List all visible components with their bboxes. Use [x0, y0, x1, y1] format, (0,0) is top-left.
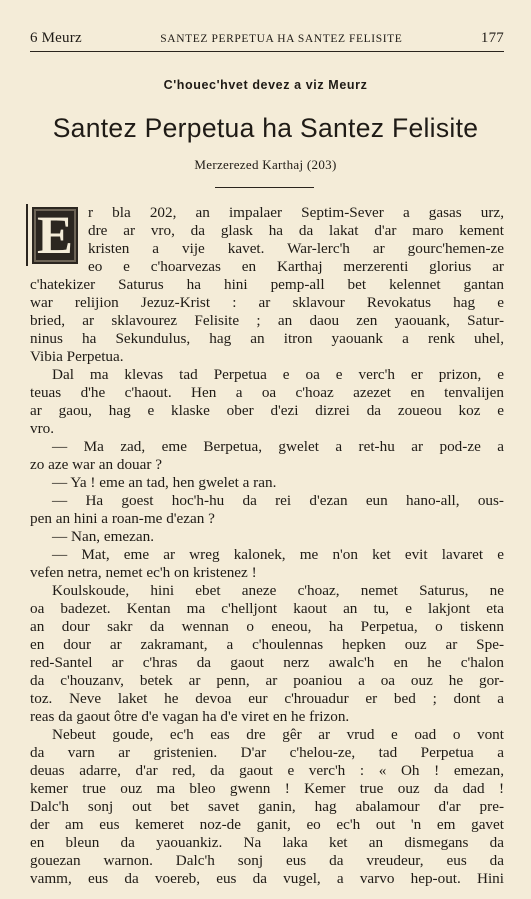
- body-line: en bleun da yaouankiz. Na laka ket an dismegans da: [30, 834, 504, 851]
- body-line: war relijion Jezuz-Krist : ar sklavour Revokatus hag e: [30, 294, 504, 311]
- body-line: vro.: [30, 420, 55, 437]
- body-line: da varn ar gristenien. D'ar c'helou-ze, tad Perpetua a: [30, 744, 504, 761]
- body-line: — Nan, emezan.: [52, 528, 155, 545]
- chapter-title: Santez Perpetua ha Santez Felisite: [52, 113, 479, 143]
- body-line: ninus ha Sekundulus, hag an itron yaouank a renk uhel,: [30, 330, 504, 347]
- body-line: gouezan warnon. Dalc'h sonj eus da vreudeur, eus da: [30, 852, 504, 869]
- dropcap-line-3: kristen a vije kavet. War-lerc'h ar gourc'hemen-ze: [88, 240, 504, 257]
- drop-cap: E: [32, 207, 78, 264]
- dropcap-line-1: r bla 202, an impalaer Septim-Sever a gasas urz,: [88, 204, 504, 221]
- chapter-kicker: C'houec'hvet devez a viz Meurz: [163, 78, 368, 92]
- body-line: red-Santel ar c'hras da gaout nerz awalc'h en he c'halon: [30, 654, 504, 671]
- header-rule: [30, 51, 504, 52]
- body-line: vamm, eus da voereb, eus da vugel, a varvo hep-out. Hini: [30, 870, 504, 887]
- body-line: ar gaou, hag e klaske ober d'ezi dizrei da zoueou koz e: [30, 402, 504, 419]
- body-line: kemer true ouz ma bleo gwenn ! Kemer true ouz da dad !: [30, 780, 504, 797]
- body-line: vefen netra, nemet ec'h on kristenez !: [30, 564, 257, 581]
- body-line: pen an hini a roan-me d'ezan ?: [30, 510, 215, 527]
- body-line: oa badezet. Kentan ma c'helljont kaout an tu, e lakjont eta: [30, 600, 504, 617]
- page-number: 177: [480, 30, 504, 46]
- body-line: da c'houzanv, betek ar penn, ar poaniou a oa ouz he gor-: [30, 672, 504, 689]
- body-line: zo aze war an douar ?: [30, 456, 162, 473]
- body-line: Nebeut goude, ec'h eas dre gêr ar vrud e oad o vont: [52, 726, 504, 743]
- body-line: der am eus kemeret noz-de ganit, eo ec'h out 'n em gavet: [30, 816, 504, 833]
- body-line: Vibia Perpetua.: [30, 348, 124, 365]
- body-line: — Ma zad, eme Berpetua, gwelet a ret-hu ar pod-ze a: [52, 438, 504, 455]
- body-line: — Ha goest hoc'h-hu da rei d'ezan eun hano-all, ous-: [52, 492, 504, 509]
- body-line: Dal ma klevas tad Perpetua e oa e verc'h er prizon, e: [52, 366, 504, 383]
- dropcap-line-4: eo e c'hoarvezas en Karthaj merzerenti glorius ar: [88, 258, 504, 275]
- body-line: bried, ar sklavourez Felisite ; an daou zen yaouank, Satur-: [30, 312, 504, 329]
- running-head: [30, 30, 504, 47]
- body-line: an dour sakr da wennan o eneou, ha Perpetua, o tiskenn: [30, 618, 504, 635]
- body-line: deuas adarre, d'ar red, da gaout e verc'h : « Oh ! emezan,: [30, 762, 504, 779]
- body-line: teuas d'he c'haout. Hen a oa c'hoaz azezet en tenvalijen: [30, 384, 504, 401]
- dropcap-line-2: dre ar vro, da glask ha da lakat d'ar maro kement: [88, 222, 504, 239]
- body-line: Dalc'h sonj out bet savet ganin, hag abalamour d'ar pre-: [30, 798, 504, 815]
- body-line: — Mat, eme ar wreg kalonek, me n'on ket evit lavaret e: [52, 546, 504, 563]
- body-line: c'hatekizer Saturus ha hini pemp-all bet kelennet gantan: [30, 276, 504, 293]
- body-line: reas da gaout ôtre d'e vagan ha d'e viret en he frizon.: [30, 708, 350, 725]
- subtitle-rule: [215, 187, 314, 188]
- body-line: — Ya ! eme an tad, hen gwelet a ran.: [52, 474, 277, 491]
- running-head-left: 6 Meurz: [30, 30, 82, 46]
- body-line: en dour ar zakramant, a c'houlennas hepken ouz ar Spe-: [30, 636, 504, 653]
- body-line: Koulskoude, hini ebet aneze c'hoaz, nemet Saturus, ne: [52, 582, 504, 599]
- body-line: toz. Neve laket he devoa eur c'hrouadur er bed ; dont a: [30, 690, 504, 707]
- chapter-subtitle: Merzerezed Karthaj (203): [194, 157, 337, 172]
- running-head-title: SANTEZ PERPETUA HA SANTEZ FELISITE: [160, 33, 403, 45]
